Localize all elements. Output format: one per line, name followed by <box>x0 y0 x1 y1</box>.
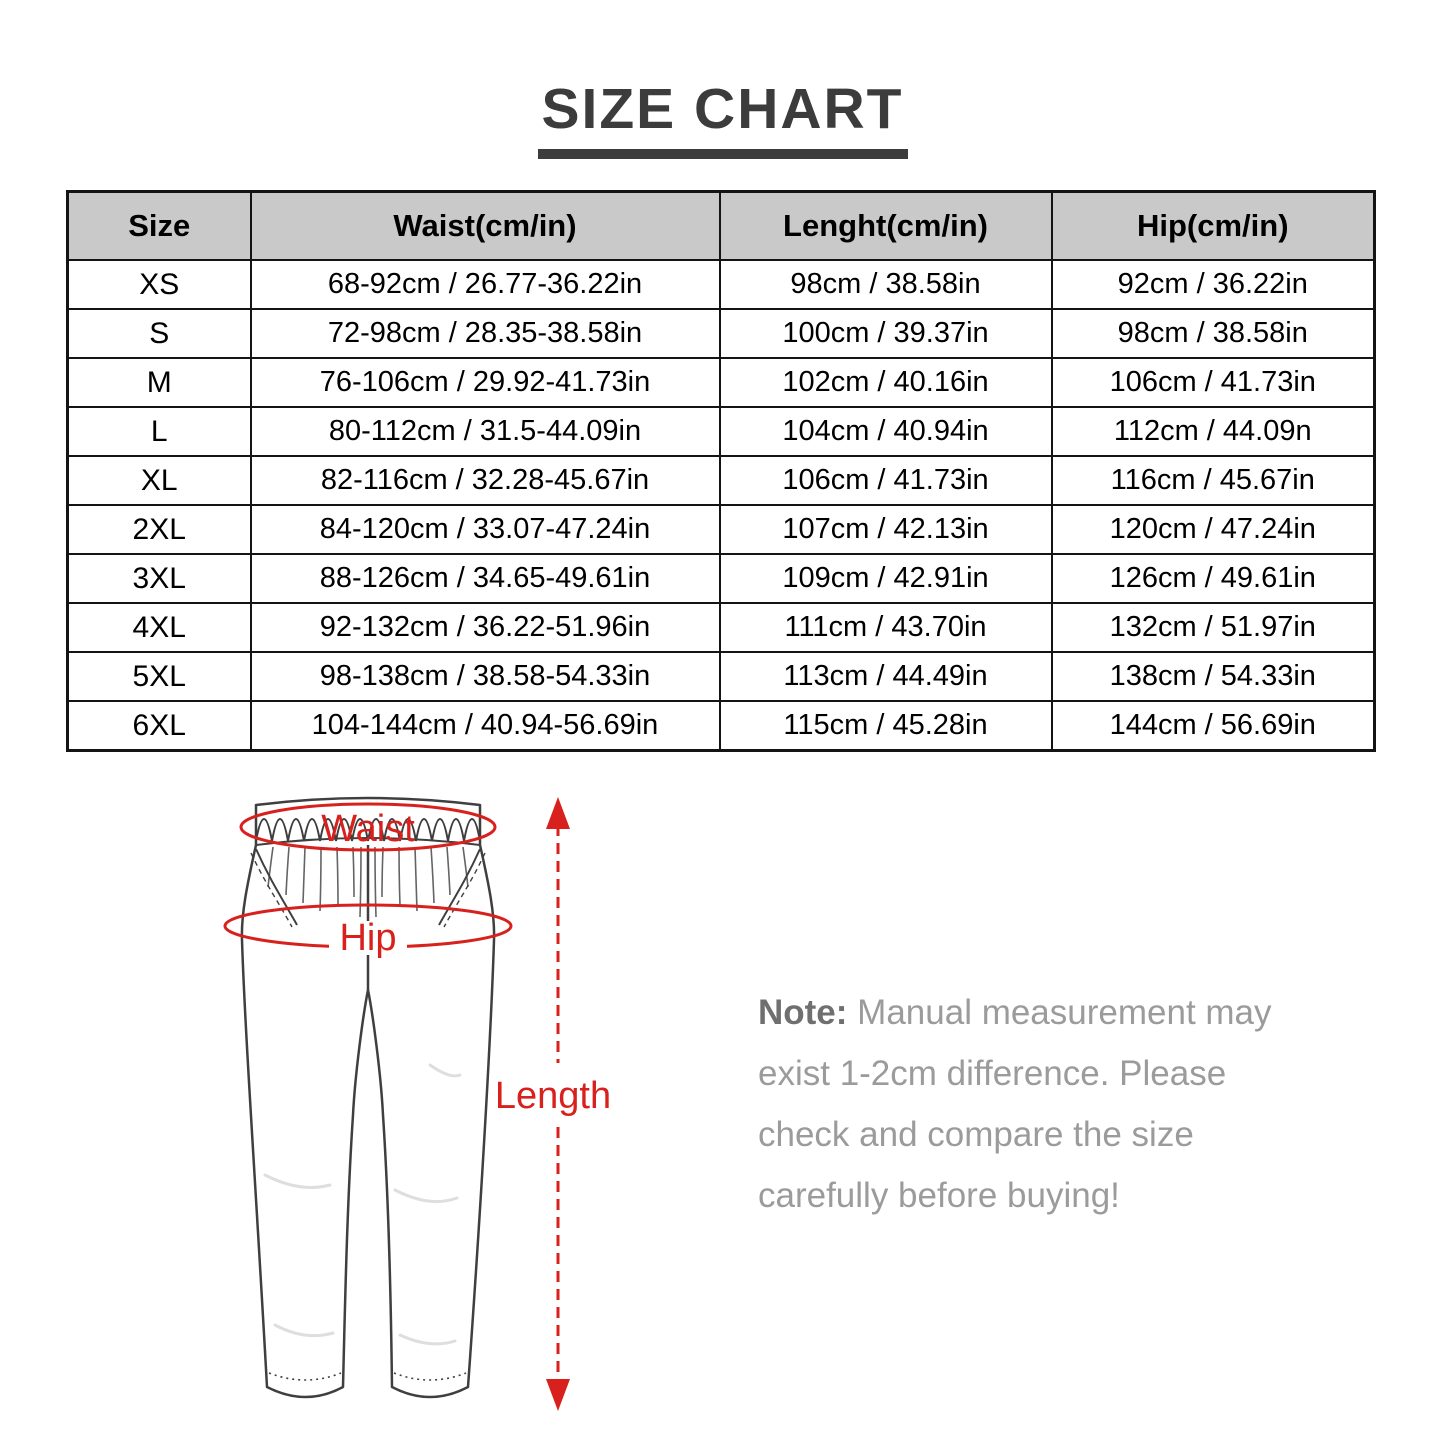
table-cell: 102cm / 40.16in <box>720 358 1052 407</box>
table-cell: 104-144cm / 40.94-56.69in <box>251 701 720 751</box>
table-row <box>68 260 1375 309</box>
table-cell: L <box>68 407 251 456</box>
table-cell: 80-112cm / 31.5-44.09in <box>251 407 720 456</box>
table-cell: 68-92cm / 26.77-36.22in <box>251 260 720 309</box>
note-line <box>758 982 1348 1043</box>
hip-label: Hip <box>339 917 397 959</box>
table-cell: 126cm / 49.61in <box>1052 554 1375 603</box>
table-cell: 76-106cm / 29.92-41.73in <box>251 358 720 407</box>
table-row <box>68 603 1375 652</box>
table-cell: 3XL <box>68 554 251 603</box>
table-row <box>68 358 1375 407</box>
table-cell: 72-98cm / 28.35-38.58in <box>251 309 720 358</box>
table-cell: 92-132cm / 36.22-51.96in <box>251 603 720 652</box>
table-row <box>68 652 1375 701</box>
table-cell: 138cm / 54.33in <box>1052 652 1375 701</box>
table-cell: 6XL <box>68 701 251 751</box>
table-cell: 98cm / 38.58in <box>720 260 1052 309</box>
table-cell: 84-120cm / 33.07-47.24in <box>251 505 720 554</box>
col-header-size: Size <box>68 192 251 261</box>
note-line: exist 1-2cm difference. Please <box>758 1054 1227 1093</box>
table-cell: 115cm / 45.28in <box>720 701 1052 751</box>
table-cell: 2XL <box>68 505 251 554</box>
table-cell: M <box>68 358 251 407</box>
title-bar <box>0 76 1445 159</box>
table-cell: 109cm / 42.91in <box>720 554 1052 603</box>
table-cell: 98-138cm / 38.58-54.33in <box>251 652 720 701</box>
table-header-row <box>68 192 1375 261</box>
waist-label: Waist <box>321 808 415 850</box>
table-cell: 144cm / 56.69in <box>1052 701 1375 751</box>
col-header-waist: Waist(cm/in) <box>251 192 720 261</box>
table-row <box>68 456 1375 505</box>
table-row <box>68 505 1375 554</box>
table-cell: 4XL <box>68 603 251 652</box>
note-line: carefully before buying! <box>758 1176 1120 1215</box>
pants-measurement-diagram <box>195 775 665 1455</box>
table-row <box>68 701 1375 751</box>
page-title: SIZE CHART <box>538 76 908 159</box>
col-header-hip: Hip(cm/in) <box>1052 192 1375 261</box>
table-cell: 111cm / 43.70in <box>720 603 1052 652</box>
table-cell: 106cm / 41.73in <box>1052 358 1375 407</box>
table-cell: 100cm / 39.37in <box>720 309 1052 358</box>
table-cell: XL <box>68 456 251 505</box>
size-chart-table <box>66 190 1376 752</box>
table-cell: 112cm / 44.09n <box>1052 407 1375 456</box>
table-cell: 5XL <box>68 652 251 701</box>
table-cell: 107cm / 42.13in <box>720 505 1052 554</box>
table-cell: 104cm / 40.94in <box>720 407 1052 456</box>
measurement-note <box>758 982 1348 1226</box>
table-cell: 120cm / 47.24in <box>1052 505 1375 554</box>
table-cell: 132cm / 51.97in <box>1052 603 1375 652</box>
table-cell: 98cm / 38.58in <box>1052 309 1375 358</box>
table-cell: 116cm / 45.67in <box>1052 456 1375 505</box>
table-cell: 113cm / 44.49in <box>720 652 1052 701</box>
note-label: Note: <box>758 993 848 1032</box>
note-text: Manual measurement may <box>857 993 1272 1032</box>
table-cell: 92cm / 36.22in <box>1052 260 1375 309</box>
table-cell: S <box>68 309 251 358</box>
table-cell: 82-116cm / 32.28-45.67in <box>251 456 720 505</box>
table-cell: XS <box>68 260 251 309</box>
col-header-length: Lenght(cm/in) <box>720 192 1052 261</box>
table-row <box>68 407 1375 456</box>
table-cell: 106cm / 41.73in <box>720 456 1052 505</box>
length-label: Length <box>494 1075 612 1117</box>
table-cell: 88-126cm / 34.65-49.61in <box>251 554 720 603</box>
table-row <box>68 554 1375 603</box>
table-row <box>68 309 1375 358</box>
note-line: check and compare the size <box>758 1115 1194 1154</box>
